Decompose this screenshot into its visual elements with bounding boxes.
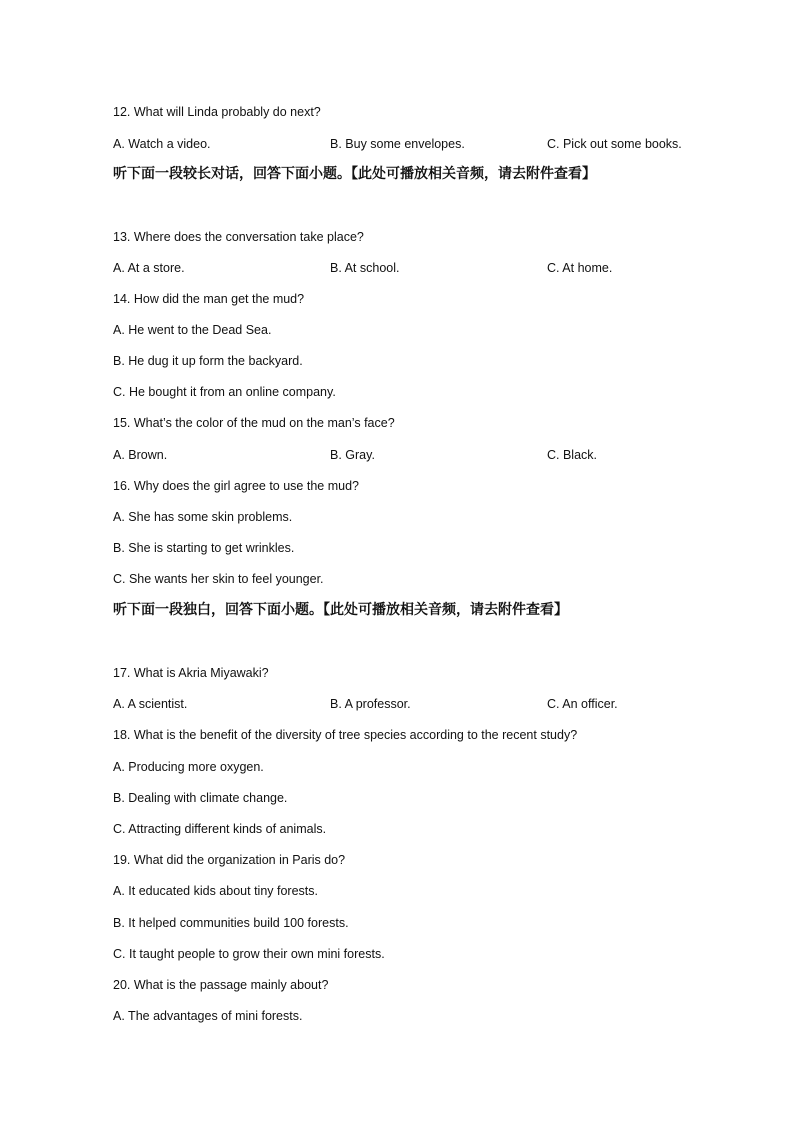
- question-19: 19. What did the organization in Paris do?: [113, 853, 346, 867]
- q12-option-b: B. Buy some envelopes.: [330, 137, 465, 151]
- listening-instruction-2: 听下面一段独白，回答下面小题。【此处可播放相关音频，请去附件查看】: [113, 602, 568, 618]
- q18-option-c: C. Attracting different kinds of animals.: [113, 822, 327, 836]
- q14-option-c: C. He bought it from an online company.: [113, 385, 336, 399]
- q12-option-c: C. Pick out some books.: [547, 137, 682, 151]
- q16-option-c: C. She wants her skin to feel younger.: [113, 572, 324, 586]
- q18-option-a: A. Producing more oxygen.: [113, 760, 264, 774]
- question-12: 12. What will Linda probably do next?: [113, 105, 321, 119]
- question-14: 14. How did the man get the mud?: [113, 292, 305, 306]
- q16-option-a: A. She has some skin problems.: [113, 510, 293, 524]
- q15-option-b: B. Gray.: [330, 448, 375, 462]
- q15-option-a: A. Brown.: [113, 448, 168, 462]
- listening-instruction-1: 听下面一段较长对话，回答下面小题。【此处可播放相关音频，请去附件查看】: [113, 166, 596, 182]
- q20-option-a: A. The advantages of mini forests.: [113, 1009, 303, 1023]
- q13-option-c: C. At home.: [547, 261, 613, 275]
- q13-option-a: A. At a store.: [113, 261, 185, 275]
- q18-option-b: B. Dealing with climate change.: [113, 791, 288, 805]
- q14-option-a: A. He went to the Dead Sea.: [113, 323, 272, 337]
- q14-option-b: B. He dug it up form the backyard.: [113, 354, 303, 368]
- q12-option-a: A. Watch a video.: [113, 137, 211, 151]
- q19-option-b: B. It helped communities build 100 forests.: [113, 916, 349, 930]
- question-20: 20. What is the passage mainly about?: [113, 978, 329, 992]
- q19-option-c: C. It taught people to grow their own mini forests.: [113, 947, 385, 961]
- question-15: 15. What’s the color of the mud on the man’s face?: [113, 416, 395, 430]
- q17-option-a: A. A scientist.: [113, 697, 188, 711]
- question-16: 16. Why does the girl agree to use the mud?: [113, 479, 359, 493]
- q17-option-b: B. A professor.: [330, 697, 411, 711]
- question-17: 17. What is Akria Miyawaki?: [113, 666, 269, 680]
- q17-option-c: C. An officer.: [547, 697, 618, 711]
- q19-option-a: A. It educated kids about tiny forests.: [113, 884, 318, 898]
- q13-option-b: B. At school.: [330, 261, 400, 275]
- q15-option-c: C. Black.: [547, 448, 598, 462]
- question-18: 18. What is the benefit of the diversity of tree species according to the recent study?: [113, 728, 578, 742]
- q16-option-b: B. She is starting to get wrinkles.: [113, 541, 295, 555]
- question-13: 13. Where does the conversation take place?: [113, 230, 364, 244]
